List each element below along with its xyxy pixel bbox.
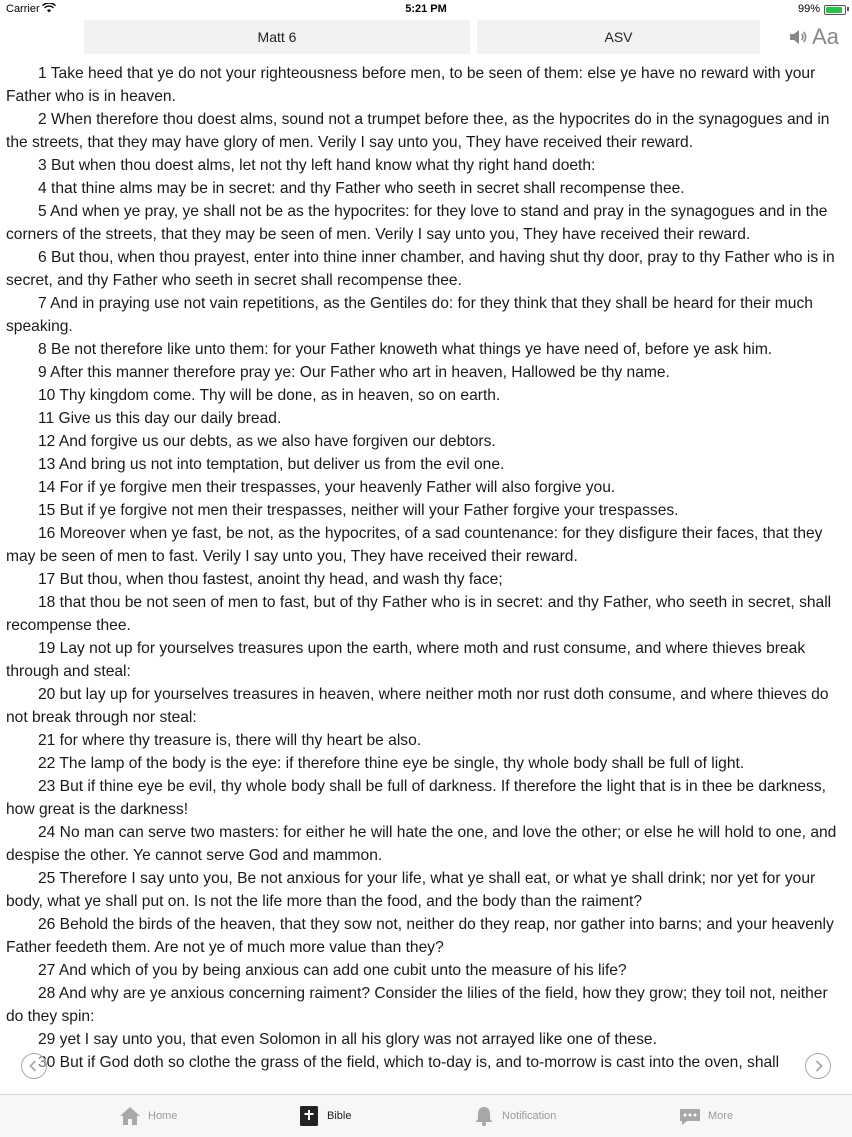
verse[interactable]: 3 But when thou doest alms, let not thy left hand know what thy right hand doeth:: [38, 157, 596, 174]
verse[interactable]: 20 but lay up for yourselves treasures in heaven, where neither moth nor rust doth consume, and where thieves do not break through nor steal:: [6, 686, 829, 726]
bible-icon: [297, 1105, 321, 1127]
tab-bible[interactable]: [297, 1095, 351, 1137]
reader-toolbar: [0, 20, 852, 56]
verse[interactable]: 29 yet I say unto you, that even Solomon in all his glory was not arrayed like one of these.: [38, 1031, 657, 1048]
font-size-button[interactable]: Aa: [812, 24, 839, 49]
verse[interactable]: 13 And bring us not into temptation, but deliver us from the evil one.: [38, 456, 505, 473]
verse[interactable]: 11 Give us this day our daily bread.: [38, 410, 282, 427]
verse[interactable]: 6 But thou, when thou prayest, enter into thine inner chamber, and having shut thy door, pray to thy Father who is in secret, and thy Father who seeth in secret shall recompense thee.: [6, 249, 835, 289]
verse[interactable]: 15 But if ye forgive not men their trespasses, neither will your Father forgive your trespasses.: [38, 502, 679, 519]
verse[interactable]: 30 But if God doth so clothe the grass of the field, which to-day is, and to-morrow is cast into the oven, shall: [38, 1054, 780, 1071]
verse[interactable]: 16 Moreover when ye fast, be not, as the hypocrites, of a sad countenance: for they disfigure their faces, that they may be seen of men to fast. Verily I say unto you, They have received their reward.: [6, 525, 823, 565]
chapter-text: [6, 62, 846, 1092]
battery-tip: [847, 7, 849, 11]
tab-bar: [0, 1094, 852, 1137]
bell-icon: [472, 1105, 496, 1127]
version-button[interactable]: ASV: [477, 20, 760, 54]
verse[interactable]: 14 For if ye forgive men their trespasses, your heavenly Father will also forgive you.: [38, 479, 616, 496]
speaker-icon[interactable]: [788, 27, 808, 47]
verse[interactable]: 1 Take heed that ye do not your righteousness before men, to be seen of them: else ye have no reward with your Father who is in heaven.: [6, 65, 816, 105]
verse[interactable]: 8 Be not therefore like unto them: for your Father knoweth what things ye have need of, before ye ask him.: [38, 341, 773, 358]
chevron-right-icon: [806, 1054, 830, 1078]
battery-icon: [824, 5, 846, 15]
verse[interactable]: 22 The lamp of the body is the eye: if therefore thine eye be single, thy whole body shall be full of light.: [38, 755, 745, 772]
toolbar-actions: [788, 20, 839, 54]
verse[interactable]: 23 But if thine eye be evil, thy whole body shall be full of darkness. If therefore the light that is in thee be darkness, how great is the darkness!: [6, 778, 826, 818]
verse[interactable]: 12 And forgive us our debts, as we also have forgiven our debtors.: [38, 433, 496, 450]
verse[interactable]: 4 that thine alms may be in secret: and thy Father who seeth in secret shall recompense thee.: [38, 180, 685, 197]
tab-more[interactable]: [678, 1095, 733, 1137]
verse[interactable]: 24 No man can serve two masters: for either he will hate the one, and love the other; or else he will hold to one, and despise the other. Ye cannot serve God and mammon.: [6, 824, 837, 864]
verse[interactable]: 17 But thou, when thou fastest, anoint thy head, and wash thy face;: [38, 571, 503, 588]
verse[interactable]: 27 And which of you by being anxious can add one cubit unto the measure of his life?: [38, 962, 627, 979]
battery-percentage: 99%: [797, 3, 820, 15]
tab-home[interactable]: [118, 1095, 177, 1137]
previous-chapter-button[interactable]: [21, 1053, 47, 1079]
tab-bible-label: Bible: [327, 1110, 352, 1122]
more-icon: [678, 1105, 702, 1127]
tab-notification-label: Notification: [502, 1110, 557, 1122]
tab-more-label: More: [708, 1110, 734, 1122]
next-chapter-button[interactable]: [805, 1053, 831, 1079]
verse[interactable]: 25 Therefore I say unto you, Be not anxious for your life, what ye shall eat, or what ye shall drink; nor yet for your body, what ye shall put on. Is not the life more than the food, and the body than the raiment?: [6, 870, 816, 910]
verse[interactable]: 7 And in praying use not vain repetitions, as the Gentiles do: for they think that they shall be heard for their much speaking.: [6, 295, 813, 335]
clock: 5:21 PM: [405, 3, 447, 15]
verse[interactable]: 9 After this manner therefore pray ye: Our Father who art in heaven, Hallowed be thy name.: [38, 364, 670, 381]
verse[interactable]: 5 And when ye pray, ye shall not be as the hypocrites: for they love to stand and pray in the synagogues and in the corners of the streets, that they may be seen of men. Verily I say unto you, They have received their reward.: [6, 203, 828, 243]
verse[interactable]: 26 Behold the birds of the heaven, that they sow not, neither do they reap, nor gather into barns; and your heavenly Father feedeth them. Are not ye of much more value than they?: [6, 916, 834, 956]
home-icon: [118, 1105, 142, 1127]
book-chapter-button[interactable]: Matt 6: [84, 20, 470, 54]
status-bar: [0, 0, 852, 18]
chevron-left-icon: [22, 1054, 46, 1078]
verse[interactable]: 10 Thy kingdom come. Thy will be done, as in heaven, so on earth.: [38, 387, 501, 404]
carrier-label: Carrier: [6, 3, 40, 15]
verse[interactable]: 28 And why are ye anxious concerning raiment? Consider the lilies of the field, how they grow; they toil not, neither do they spin:: [6, 985, 828, 1025]
verse[interactable]: 2 When therefore thou doest alms, sound not a trumpet before thee, as the hypocrites do in the synagogues and in the streets, that they may have glory of men. Verily I say unto you, They have received their reward.: [6, 111, 830, 151]
tab-notification[interactable]: [472, 1095, 556, 1137]
verse[interactable]: 21 for where thy treasure is, there will thy heart be also.: [38, 732, 422, 749]
tab-home-label: Home: [148, 1110, 178, 1122]
verse[interactable]: 19 Lay not up for yourselves treasures upon the earth, where moth and rust consume, and where thieves break through and steal:: [6, 640, 806, 680]
verse[interactable]: 18 that thou be not seen of men to fast, but of thy Father who is in secret: and thy Father, who seeth in secret, shall recompense thee.: [6, 594, 832, 634]
